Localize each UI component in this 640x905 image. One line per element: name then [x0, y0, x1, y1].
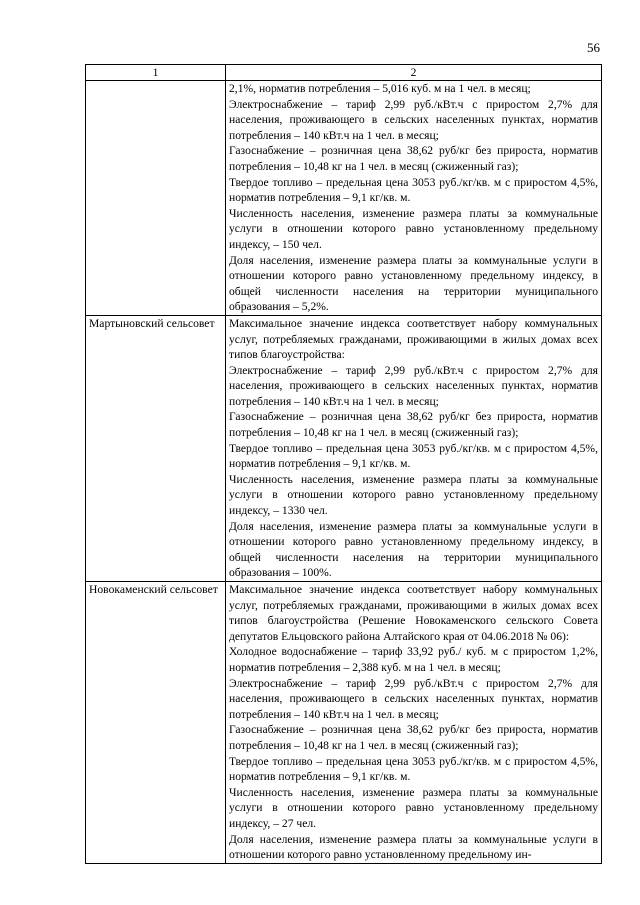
paragraph: Электроснабжение – тариф 2,99 руб./кВт.ч с приростом 2,7% для населения, проживающего в сельских населенных пунктах, норматив потребления – 140 кВт.ч на 1 чел. в месяц;	[229, 676, 598, 721]
column-header-1: 1	[86, 65, 226, 81]
paragraph: Твердое топливо – предельная цена 3053 руб./кг/кв. м с приростом 4,5%, норматив потребления – 9,1 кг/кв. м.	[229, 175, 598, 205]
paragraph: Газоснабжение – розничная цена 38,62 руб/кг без прироста, норматив потребления – 10,48 кг на 1 чел. в месяц (сжиженный газ);	[229, 144, 598, 173]
paragraph: Доля населения, изменение размера платы за коммунальные услуги в отношении которого равно установленному предельному индексу, в общей численности населения на территории муниципального образования – 100%.	[229, 519, 598, 580]
paragraph: Доля населения, изменение размера платы за коммунальные услуги в отношении которого равно установленному предельному ин-	[229, 832, 598, 862]
district-name: Мартыновский сельсовет	[89, 316, 215, 330]
description-cell	[226, 582, 602, 864]
table-row	[86, 582, 602, 864]
district-name: Новокаменский сельсовет	[89, 583, 218, 596]
district-cell	[86, 315, 226, 581]
district-cell	[86, 81, 226, 316]
paragraph: Электроснабжение – тариф 2,99 руб./кВт.ч с приростом 2,7% для населения, проживающего в сельских населенных пунктах, норматив потребления – 140 кВт.ч на 1 чел. в месяц;	[229, 363, 598, 408]
table-row	[86, 315, 602, 581]
description-cell	[226, 81, 602, 316]
description-cell	[226, 315, 602, 581]
paragraph: Холодное водоснабжение – тариф 33,92 руб./ куб. м с приростом 1,2%, норматив потребления – 2,388 куб. м на 1 чел. в месяц;	[229, 645, 598, 674]
column-header-2: 2	[226, 65, 602, 81]
table-header-row	[86, 65, 602, 81]
paragraph: Численность населения, изменение размера платы за коммунальные услуги в отношении которого равно установленному предельному индексу, – 1330 чел.	[229, 472, 598, 518]
table-row	[86, 81, 602, 316]
paragraph: Твердое топливо – предельная цена 3053 руб./кг/кв. м с приростом 4,5%, норматив потребления – 9,1 кг/кв. м.	[229, 441, 598, 471]
paragraph: Твердое топливо – предельная цена 3053 руб./кг/кв. м с приростом 4,5%, норматив потребления – 9,1 кг/кв. м.	[229, 754, 598, 784]
paragraph: 2,1%, норматив потребления – 5,016 куб. м на 1 чел. в месяц;	[229, 82, 531, 95]
paragraph: Доля населения, изменение размера платы за коммунальные услуги в отношении которого равно установленному предельному индексу, в общей численности населения на территории муниципального образования – 5,2%.	[229, 253, 598, 314]
paragraph: Газоснабжение – розничная цена 38,62 руб/кг без прироста, норматив потребления – 10,48 кг на 1 чел. в месяц (сжиженный газ);	[229, 410, 598, 440]
district-cell	[86, 582, 226, 864]
page-number: 56	[587, 40, 600, 55]
data-table	[85, 64, 602, 864]
paragraph: Электроснабжение – тариф 2,99 руб./кВт.ч с приростом 2,7% для населения, проживающего в сельских населенных пунктах, норматив потребления – 140 кВт.ч на 1 чел. в месяц;	[229, 97, 598, 142]
paragraph: Максимальное значение индекса соответствует набору коммунальных услуг, потребляемых гражданами, проживающими в жилых домах всех типов благоустройства (Решение Новокаменского сельского Совета депутатов Ельцовского района Алтайского края от 04.06.2018 № 06):	[229, 583, 598, 643]
paragraph: Газоснабжение – розничная цена 38,62 руб/кг без прироста, норматив потребления – 10,48 кг на 1 чел. в месяц (сжиженный газ);	[229, 723, 598, 752]
paragraph: Максимальное значение индекса соответствует набору коммунальных услуг, потребляемых гражданами, проживающими в жилых домах всех типов благоустройства:	[229, 316, 598, 362]
paragraph: Численность населения, изменение размера платы за коммунальные услуги в отношении которого равно установленному предельному индексу, – 150 чел.	[229, 206, 598, 251]
paragraph: Численность населения, изменение размера платы за коммунальные услуги в отношении которого равно установленному предельному индексу, – 27 чел.	[229, 785, 598, 830]
